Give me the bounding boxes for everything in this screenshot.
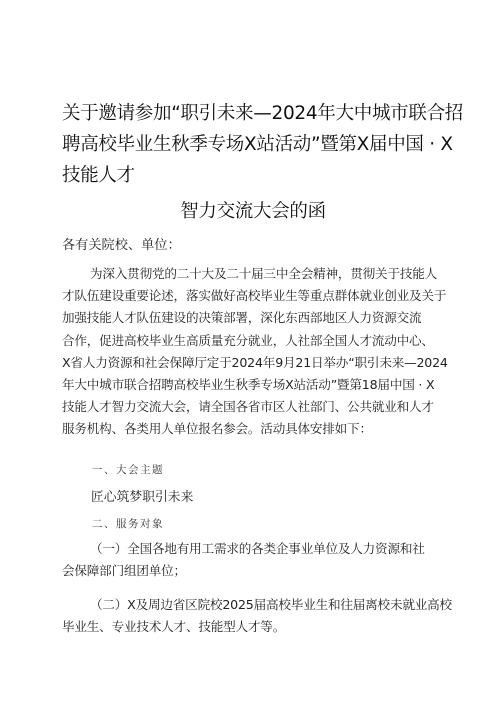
title-line-1: 关于邀请参加“职引未来—2024年大中城市联合招 xyxy=(62,103,463,124)
intro-line: 服务机构、各类用人单位报名参会。活动具体安排如下： xyxy=(62,421,372,437)
intro-line: 技能人才智力交流大会，请全国各省市区人社部门、公共就业和人才 xyxy=(62,399,434,415)
service-item-1 xyxy=(62,538,440,582)
theme-text: 匠心筑梦职引未来 xyxy=(91,490,194,505)
title-line-3: 技能人才 xyxy=(62,165,135,186)
service-item-2 xyxy=(62,594,452,638)
intro-line: 才队伍建设重要论述，落实做好高校毕业生等重点群体就业创业及关于 xyxy=(62,288,447,304)
intro-line: 合作，促进高校毕业生高质量充分就业，人社部全国人才流动中心、 xyxy=(62,332,434,348)
intro-paragraph xyxy=(62,263,448,441)
salutation: 各有关院校、单位： xyxy=(62,238,181,253)
document-title xyxy=(62,98,463,227)
service-item-2-line: 毕业生、专业技术人才、技能型人才等。 xyxy=(62,619,286,635)
intro-line: 为深入贯彻党的二十大及二十届三中全会精神，贯彻关于技能人 xyxy=(90,266,438,281)
section-heading-service: 二、服务对象 xyxy=(92,518,164,530)
intro-line: 加强技能人才队伍建设的决策部署，深化东西部地区人力资源交流 xyxy=(62,310,422,326)
service-item-2-line: （二）X及周边省区院校2025届高校毕业生和往届离校未就业高校 xyxy=(90,597,452,612)
intro-line: 年大中城市联合招聘高校毕业生秋季专场X站活动”暨第18届中国 · X xyxy=(62,377,435,393)
title-line-2: 聘高校毕业生秋季专场X站活动”暨第X届中国 · X xyxy=(62,134,453,155)
title-line-4: 智力交流大会的函 xyxy=(180,201,326,222)
service-item-1-line: 会保障部门组团单位； xyxy=(62,563,186,579)
intro-line: X省人力资源和社会保障厅定于2024年9月21日举办“职引未来—2024 xyxy=(62,354,448,370)
section-heading-theme: 一、大会主题 xyxy=(92,464,164,476)
service-item-1-line: （一）全国各地有用工需求的各类企事业单位及人力资源和社 xyxy=(90,541,425,556)
